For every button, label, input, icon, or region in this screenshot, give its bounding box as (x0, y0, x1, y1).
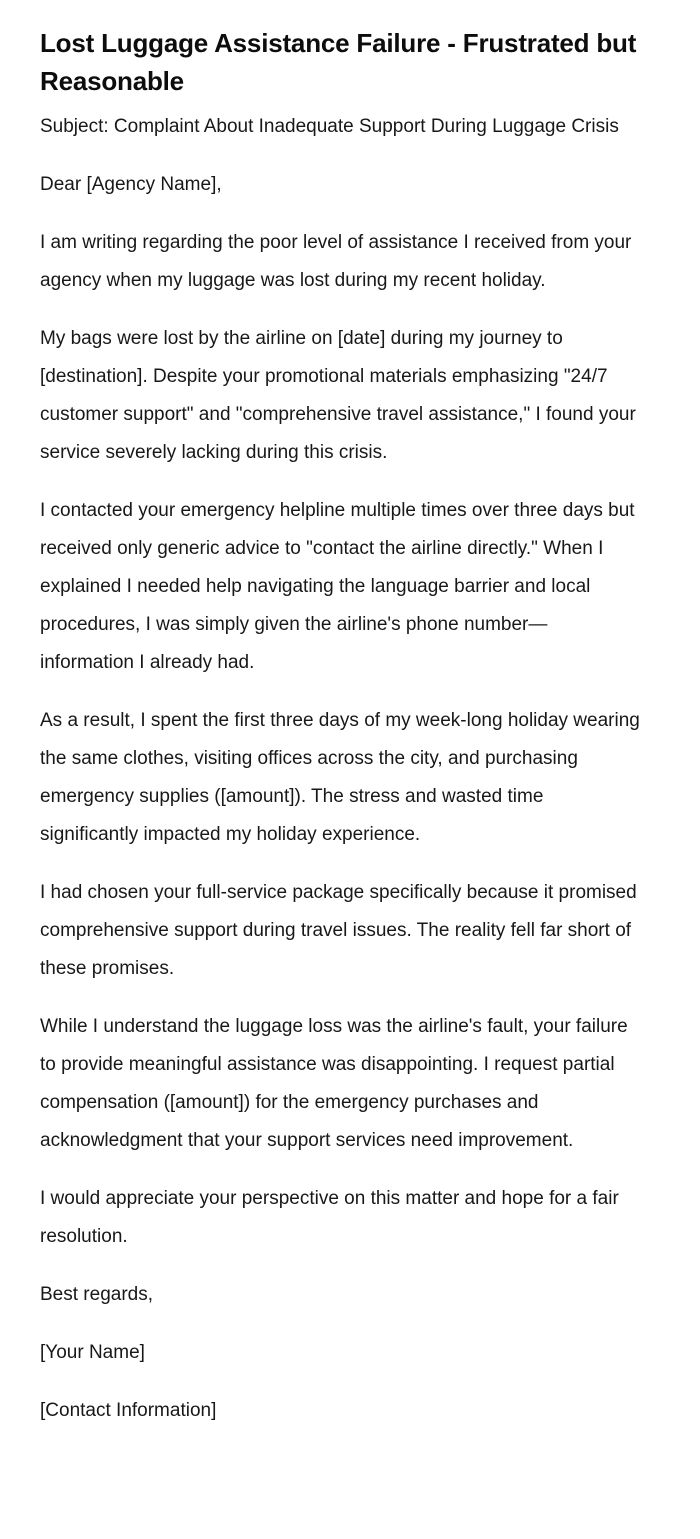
body-paragraph-incident: My bags were lost by the airline on [date] during my journey to [destination]. Despite your promotional materials emphasizing "24/7 customer support" and "comprehensive travel assistance," I found your service severely lacking during this crisis. (40, 328, 636, 463)
body-paragraph-impact: As a result, I spent the first three days of my week-long holiday wearing the same clothes, visiting offices across the city, and purchasing emergency supplies ([amount]). The stress and wasted time significantly impacted my holiday experience. (40, 710, 640, 845)
signoff: Best regards, (40, 1284, 153, 1305)
subject-line: Subject: Complaint About Inadequate Support During Luggage Crisis (40, 116, 619, 137)
body-paragraph-request: While I understand the luggage loss was the airline's fault, your failure to provide meaningful assistance was disappointing. I request partial compensation ([amount]) for the emergency purchases and acknowledgment that your support services need improvement. (40, 1016, 628, 1151)
body-paragraph-intro: I am writing regarding the poor level of assistance I received from your agency when my luggage was lost during my recent holiday. (40, 232, 632, 291)
signature-name: [Your Name] (40, 1342, 145, 1363)
signature-contact: [Contact Information] (40, 1400, 217, 1421)
page-title: Lost Luggage Assistance Failure - Frustrated but Reasonable (40, 28, 637, 96)
body-paragraph-closing-request: I would appreciate your perspective on this matter and hope for a fair resolution. (40, 1188, 619, 1247)
salutation: Dear [Agency Name], (40, 174, 222, 195)
body-paragraph-helpline: I contacted your emergency helpline multiple times over three days but received only generic advice to "contact the airline directly." When I explained I needed help navigating the language barrier and local procedures, I was simply given the airline's phone number—information I already had. (40, 500, 635, 673)
body-paragraph-package: I had chosen your full-service package specifically because it promised comprehensive support during travel issues. The reality fell far short of these promises. (40, 882, 637, 979)
